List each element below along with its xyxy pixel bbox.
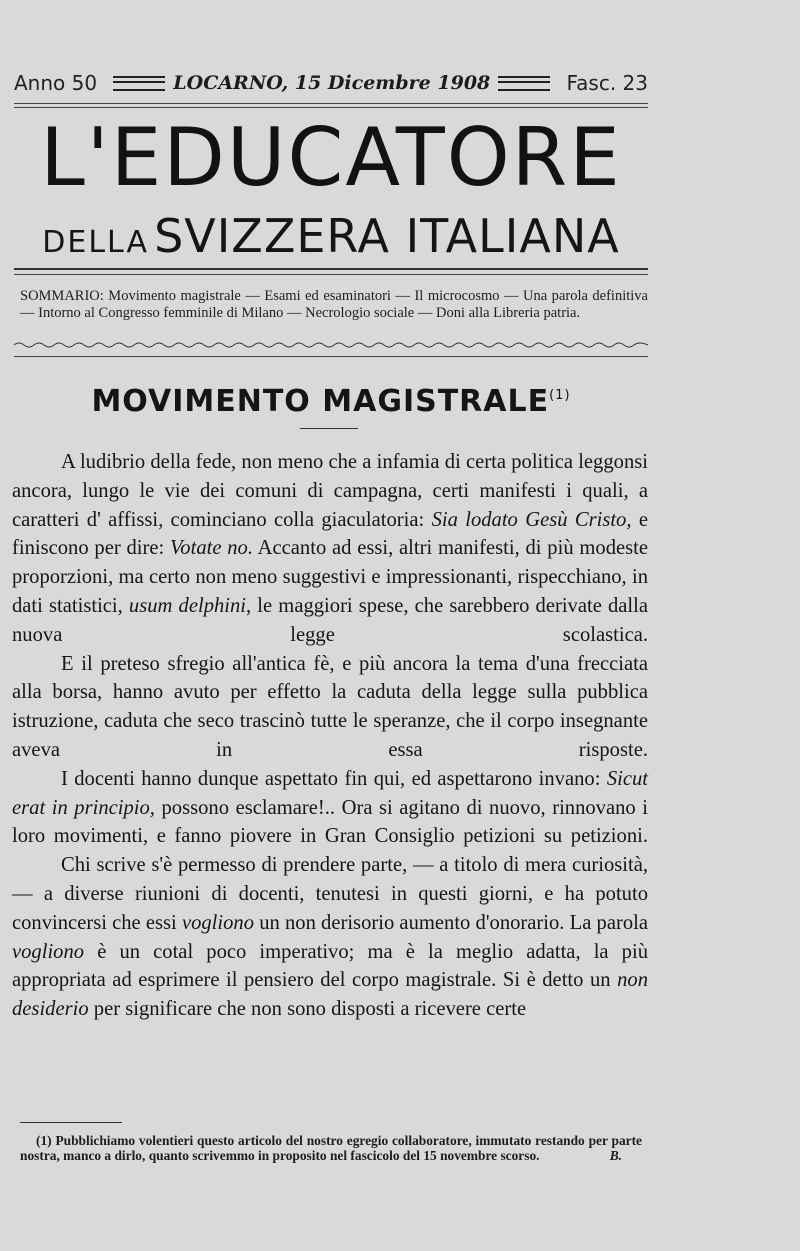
title-rule [14,268,648,270]
footnote-signature: B. [609,1147,622,1163]
text-run: possono esclamare!.. Ora si agitano di nuovo, rinnovano i loro movimenti, e fanno piovere in Gran Consiglio petizioni su petizioni. [12,796,648,848]
masthead [14,66,648,100]
text-run: Accanto ad essi, altri manifesti, di più modeste proporzioni, ma certo non meno suggestivi e impressionanti, rispecchiano, in dati statistici, [12,537,649,617]
triple-rule-ornament [113,76,165,91]
article-heading [14,384,648,419]
footnote-mark: (1) [549,388,571,403]
footnote-text: (1) Pubblichiamo volentieri questo articolo del nostro egregio collaboratore, immutato restando per parte nostra, manco a dirlo, quanto scrivemmo in proposito nel fascicolo del 15 novembre scorso. [20,1133,642,1163]
title-rule [14,274,648,275]
italic-run: vogliono [181,911,255,934]
text-run: A ludibrio della fede, non meno che a infamia di certa politica leggonsi ancora, lungo le vie dei comuni di campagna, certi manifesti i quali, a caratteri d' affissi, cominciano colla giaculatoria: [12,451,648,531]
text-run: è un cotal poco imperativo; ma è la meglio adatta, la più appropriata ad esprimere il pensiero del corpo magistrale. Si è detto un [12,940,648,992]
text-run: , le maggiori spese, che sarebbero derivate dalla nuova legge scolastica. [12,594,648,646]
italic-run: usum delphini [128,594,247,617]
journal-title: L'EDUCATORE [40,111,622,204]
article-body [12,448,648,1024]
section-rule [14,356,648,357]
footnote-rule [20,1122,122,1123]
paragraph [12,448,648,650]
place-date: LOCARNO, 15 Dicembre 1908 [173,72,491,94]
text-run: per significare che non sono disposti a ricevere certe [88,998,527,1021]
paragraph [12,765,648,851]
italic-run: non desiderio [12,969,648,1021]
masthead-rule [14,107,648,108]
table-of-contents: SOMMARIO: Movimento magistrale — Esami ed esaminatori — Il microcosmo — Una parola definitiva — Intorno al Congresso femminile di Milano — Necrologio sociale — Doni alla Libreria patria. [20,288,648,321]
text-run: un non derisorio aumento d'onorario. La parola [254,911,648,934]
journal-subtitle [14,208,648,275]
heading-underline [300,428,358,429]
issue-number: Fasc. 23 [566,71,648,95]
subtitle-region: SVIZZERA ITALIANA [154,209,620,263]
article-title: MOVIMENTO MAGISTRALE [91,384,550,419]
italic-run: vogliono [12,940,85,963]
subtitle-della: DELLA [42,225,149,260]
wavy-divider [14,340,648,350]
paragraph [12,851,648,1024]
triple-rule-ornament [498,76,550,91]
italic-run: Votate no. [170,537,253,560]
masthead-rule [14,103,648,104]
italic-run: Sia lodato Gesù Cristo, [431,508,632,531]
paragraph: E il preteso sfregio all'antica fè, e più ancora la tema d'una frecciata alla borsa, hanno avuto per effetto la caduta della legge sulla pubblica istruzione, caduta che seco trascinò tutte le speranze, che il corpo insegnante aveva in essa risposte. [12,652,648,761]
text-run: e finiscono per dire: [12,508,648,560]
text-run: I docenti hanno dunque aspettato fin qui, ed aspettarono invano: [61,767,607,790]
issue-dateline [113,72,550,94]
italic-run: Sicut erat in principio, [12,767,648,819]
footnote [20,1134,642,1163]
text-run: Chi scrive s'è permesso di prendere parte, — a titolo di mera curiosità, — a diverse riunioni di docenti, tenutesi in questi giorni, e ha potuto convincersi che essi [12,854,648,934]
volume-number: Anno 50 [14,71,98,95]
